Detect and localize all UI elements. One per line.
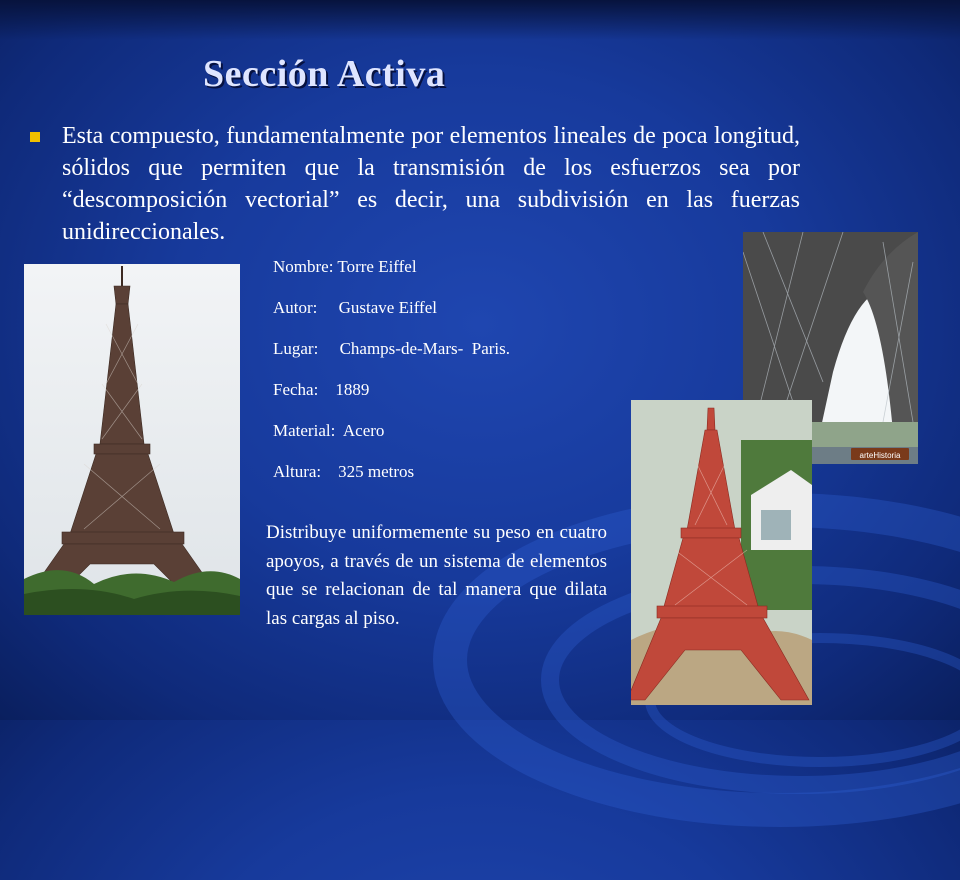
info-nombre: Nombre: Torre Eiffel [273,257,417,276]
info-autor: Autor: Gustave Eiffel [273,298,437,317]
info-fecha: Fecha: 1889 [273,380,370,399]
red-model-tower-photo [631,400,812,705]
slide-title: Sección Activa [203,53,446,95]
bullet-paragraph [28,120,800,248]
bullet-text: Esta compuesto, fundamentalmente por elementos lineales de poca longitud, sólidos que permiten que la transmisión de los esfuerzos sea por “descomposición vectorial” es decir, una subdivisión en las fuerzas unidireccionales. [62,123,800,245]
description-text: Distribuye uniformemente su peso en cuatro apoyos, a través de un sistema de elementos que se relacionan de tal manera que dilata las cargas al piso. [266,522,607,629]
info-list [273,256,510,502]
info-material: Material: Acero [273,421,385,440]
info-lugar: Lugar: Champs-de-Mars- Paris. [273,339,511,358]
eiffel-tower-photo [24,264,240,615]
top-shade [0,0,960,40]
bullet-square-icon [30,132,40,142]
watermark-text: arteHistoria [859,451,901,460]
info-altura: Altura: 325 metros [273,462,415,481]
